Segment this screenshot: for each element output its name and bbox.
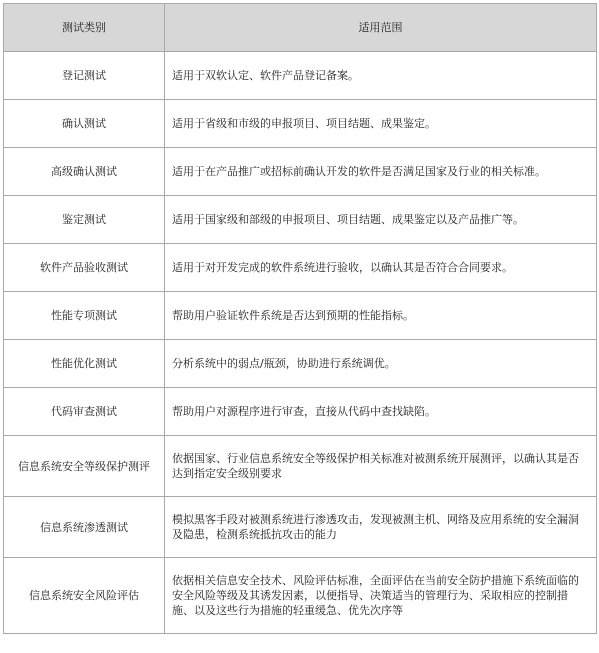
table-row: [4, 100, 597, 148]
table-row: [4, 244, 597, 292]
category-cell: 性能专项测试: [4, 292, 165, 340]
table-row: [4, 436, 597, 497]
table-row: [4, 196, 597, 244]
scope-cell: 依据国家、行业信息系统安全等级保护相关标准对被测系统开展测评，以确认其是否达到指定安全级别要求: [165, 436, 597, 497]
scope-cell: 适用于国家级和部级的申报项目、项目结题、成果鉴定以及产品推广等。: [165, 196, 597, 244]
category-cell: 鉴定测试: [4, 196, 165, 244]
table-row: [4, 340, 597, 388]
table-row: [4, 148, 597, 196]
scope-cell: 适用于双软认定、软件产品登记备案。: [165, 52, 597, 100]
category-cell: 性能优化测试: [4, 340, 165, 388]
scope-cell: 适用于省级和市级的申报项目、项目结题、成果鉴定。: [165, 100, 597, 148]
test-category-table-container: [3, 3, 596, 634]
scope-cell: 帮助用户验证软件系统是否达到预期的性能指标。: [165, 292, 597, 340]
category-cell: 高级确认测试: [4, 148, 165, 196]
table-row: [4, 558, 597, 634]
category-cell: 信息系统渗透测试: [4, 497, 165, 558]
scope-cell: 适用于在产品推广或招标前确认开发的软件是否满足国家及行业的相关标准。: [165, 148, 597, 196]
table-row: [4, 52, 597, 100]
category-cell: 代码审查测试: [4, 388, 165, 436]
category-cell: 信息系统安全风险评估: [4, 558, 165, 634]
category-cell: 信息系统安全等级保护测评: [4, 436, 165, 497]
scope-cell: 依据相关信息安全技术、风险评估标准，全面评估在当前安全防护措施下系统面临的安全风险等级及其诱发因素，以便指导、决策适当的管理行为、采取相应的控制措施、以及这些行为措施的轻重缓急、优先次序等: [165, 558, 597, 634]
table-header-row: [4, 4, 597, 52]
table-row: [4, 497, 597, 558]
test-category-table: [3, 3, 597, 634]
table-row: [4, 388, 597, 436]
scope-cell: 帮助用户对源程序进行审查，直接从代码中查找缺陷。: [165, 388, 597, 436]
table-row: [4, 292, 597, 340]
category-cell: 登记测试: [4, 52, 165, 100]
category-cell: 确认测试: [4, 100, 165, 148]
category-cell: 软件产品验收测试: [4, 244, 165, 292]
scope-cell: 模拟黑客手段对被测系统进行渗透攻击，发现被测主机、网络及应用系统的安全漏洞及隐患，检测系统抵抗攻击的能力: [165, 497, 597, 558]
header-test-category: 测试类别: [4, 4, 165, 52]
header-scope: 适用范围: [165, 4, 597, 52]
scope-cell: 适用于对开发完成的软件系统进行验收，以确认其是否符合合同要求。: [165, 244, 597, 292]
scope-cell: 分析系统中的弱点/瓶颈，协助进行系统调优。: [165, 340, 597, 388]
